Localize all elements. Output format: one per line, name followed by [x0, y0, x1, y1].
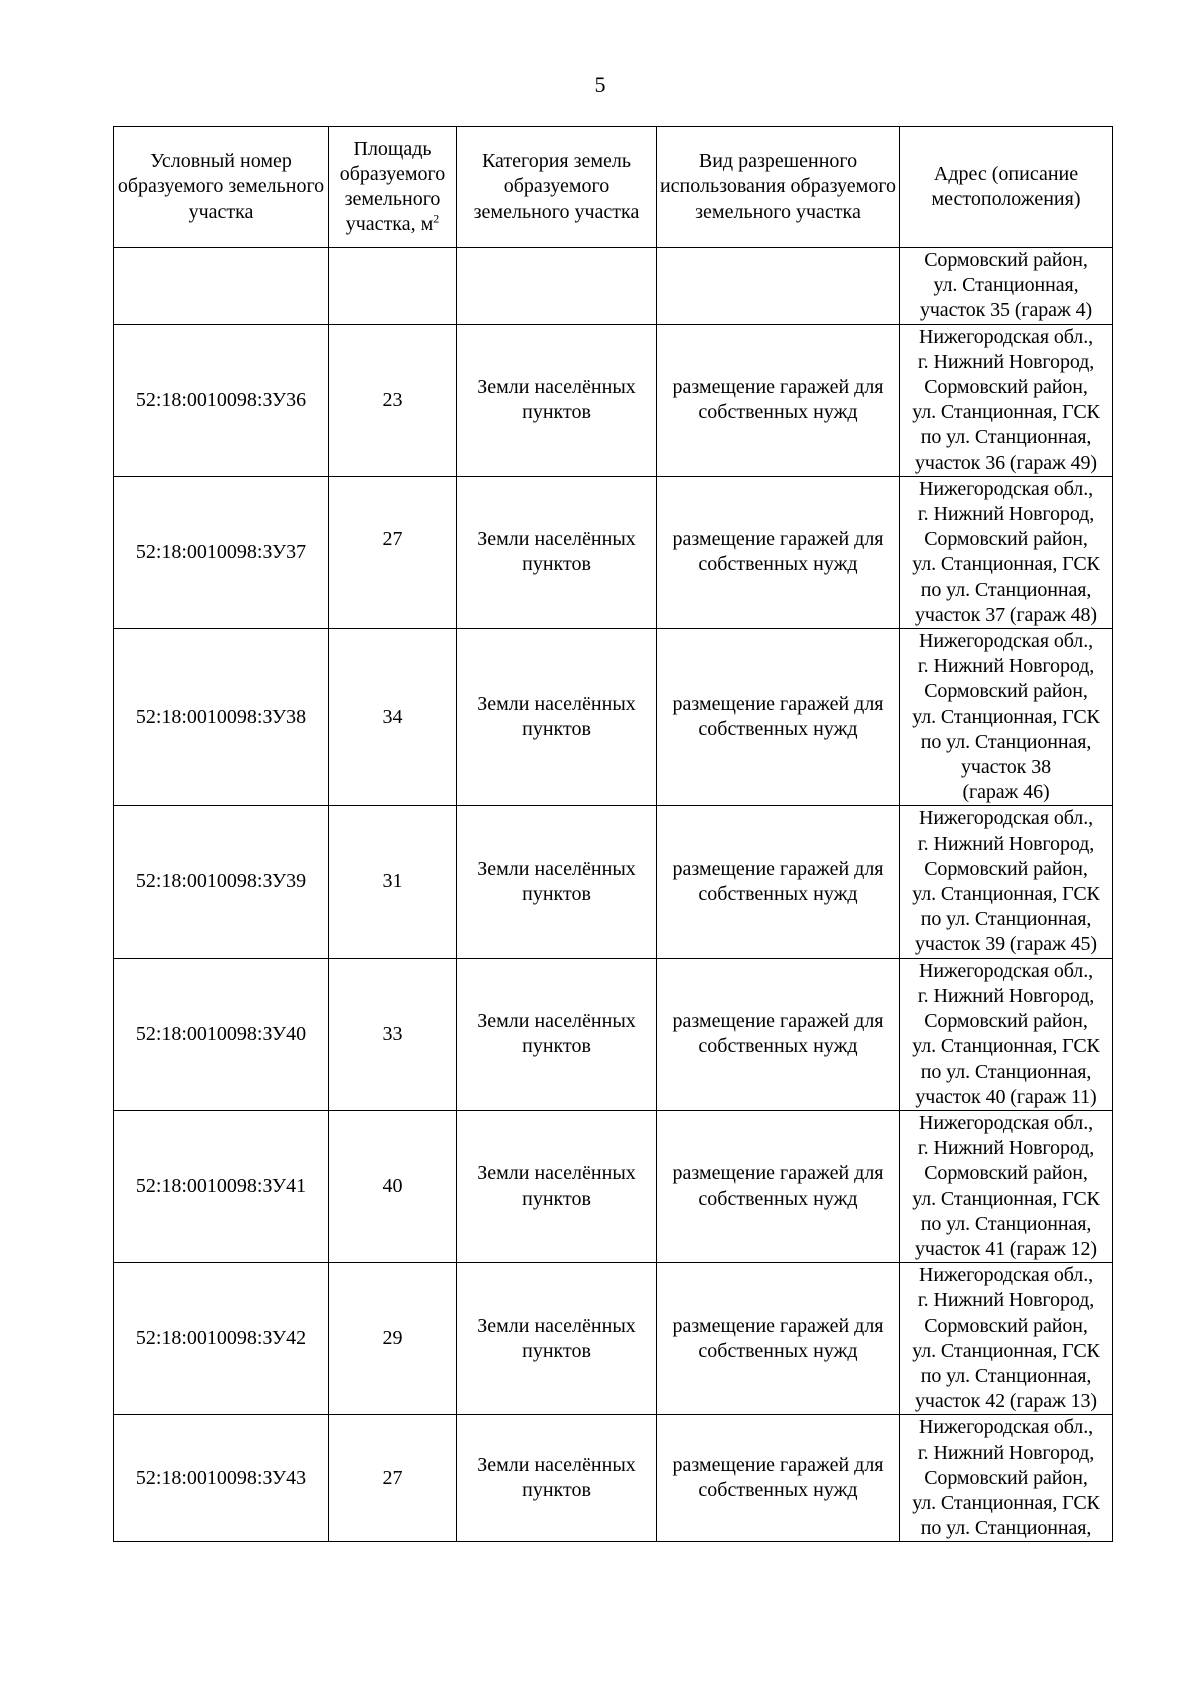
address-line: ул. Станционная, ГСК — [912, 401, 1100, 424]
page-number: 5 — [594, 72, 606, 97]
land-category-cell: Земли населённых пунктов — [457, 1110, 657, 1262]
land-category-cell — [457, 248, 657, 325]
address-line: Нижегородская обл., — [918, 1111, 1093, 1134]
permitted-use-cell: размещение гаражей для собственных нужд — [657, 629, 900, 806]
address-line: участок 37 (гараж 48) — [914, 603, 1097, 626]
header-area-unit-exponent: 2 — [433, 211, 440, 226]
permitted-use-cell: размещение гаражей для собственных нужд — [657, 1263, 900, 1415]
table-header-row — [114, 127, 1113, 248]
table-row — [114, 1263, 1113, 1415]
address-cell — [900, 1415, 1113, 1542]
permitted-use-cell — [657, 248, 900, 325]
address-line: ул. Станционная, ГСК — [912, 705, 1100, 728]
permitted-use-cell: размещение гаражей для собственных нужд — [657, 1110, 900, 1262]
header-permitted-use: Вид разрешенного использования образуемого земельного участка — [657, 127, 900, 248]
address-line: г. Нижний Новгород, — [917, 984, 1095, 1007]
address-line: по ул. Станционная, — [920, 1517, 1092, 1540]
address-line: Сормовский район, — [924, 528, 1088, 551]
permitted-use-cell: размещение гаражей для собственных нужд — [657, 324, 900, 476]
address-cell — [900, 476, 1113, 628]
header-address: Адрес (описание местоположения) — [900, 127, 1113, 248]
table-row — [114, 1415, 1113, 1542]
address-line: Сормовский район, — [924, 680, 1088, 703]
address-line: Нижегородская обл., — [918, 325, 1093, 348]
address-cell — [900, 248, 1113, 325]
address-line: ул. Станционная, ГСК — [912, 1187, 1100, 1210]
plot-id-cell: 52:18:0010098:ЗУ43 — [114, 1415, 329, 1542]
address-line: ул. Станционная, ГСК — [912, 1339, 1100, 1362]
header-land-category: Категория земель образуемого земельного участка — [457, 127, 657, 248]
address-cell — [900, 1263, 1113, 1415]
address-line: по ул. Станционная, — [920, 730, 1092, 753]
land-category-cell: Земли населённых пунктов — [457, 476, 657, 628]
area-cell: 29 — [329, 1263, 457, 1415]
table-row — [114, 324, 1113, 476]
land-category-cell: Земли населённых пунктов — [457, 324, 657, 476]
address-line: ул. Станционная, ГСК — [912, 553, 1100, 576]
address-cell — [900, 958, 1113, 1110]
address-line: по ул. Станционная, — [920, 1364, 1092, 1387]
address-line: участок 42 (гараж 13) — [914, 1390, 1097, 1413]
address-line: ул. Станционная, ГСК — [912, 883, 1100, 906]
address-line: по ул. Станционная, — [920, 426, 1092, 449]
address-cell — [900, 1110, 1113, 1262]
address-line: ул. Станционная, ГСК — [912, 1491, 1100, 1514]
land-category-cell: Земли населённых пунктов — [457, 1415, 657, 1542]
table-row — [114, 1110, 1113, 1262]
address-line: Сормовский район, — [924, 857, 1088, 880]
plot-id-cell: 52:18:0010098:ЗУ42 — [114, 1263, 329, 1415]
address-line: участок 40 (гараж 11) — [915, 1085, 1097, 1108]
address-line: Сормовский район, — [924, 1162, 1088, 1185]
address-line: (гараж 46) — [962, 781, 1050, 804]
land-category-cell: Земли населённых пунктов — [457, 1263, 657, 1415]
table-row — [114, 629, 1113, 806]
address-line: Сормовский район, — [924, 249, 1088, 271]
address-line: Нижегородская обл., — [918, 1264, 1093, 1287]
address-line: Нижегородская обл., — [918, 1416, 1093, 1439]
address-cell — [900, 629, 1113, 806]
address-line: Нижегородская обл., — [918, 807, 1093, 830]
land-category-cell: Земли населённых пунктов — [457, 806, 657, 958]
address-line: г. Нижний Новгород, — [917, 503, 1095, 526]
area-cell: 33 — [329, 958, 457, 1110]
permitted-use-cell: размещение гаражей для собственных нужд — [657, 1415, 900, 1542]
address-line: г. Нижний Новгород, — [917, 1137, 1095, 1160]
address-line: по ул. Станционная, — [920, 1060, 1092, 1083]
table-row — [114, 476, 1113, 628]
area-cell: 27 — [329, 1415, 457, 1542]
address-cell — [900, 806, 1113, 958]
address-line: Нижегородская обл., — [918, 959, 1093, 982]
address-line: ул. Станционная, — [933, 274, 1079, 297]
permitted-use-cell: размещение гаражей для собственных нужд — [657, 806, 900, 958]
area-cell: 40 — [329, 1110, 457, 1262]
land-plots-table — [113, 126, 1113, 1542]
address-line: участок 36 (гараж 49) — [914, 451, 1097, 474]
address-line: Нижегородская обл., — [918, 477, 1093, 500]
permitted-use-cell: размещение гаражей для собственных нужд — [657, 476, 900, 628]
plot-id-cell — [114, 248, 329, 325]
address-line: Сормовский район, — [924, 1010, 1088, 1033]
address-line: г. Нижний Новгород, — [917, 832, 1095, 855]
land-category-cell: Земли населённых пунктов — [457, 958, 657, 1110]
address-line: г. Нижний Новгород, — [917, 350, 1095, 373]
table-row — [114, 958, 1113, 1110]
address-line: по ул. Станционная, — [920, 1212, 1092, 1235]
address-line: Сормовский район, — [924, 1314, 1088, 1337]
area-cell: 23 — [329, 324, 457, 476]
address-line: по ул. Станционная, — [920, 908, 1092, 931]
address-line: участок 35 (гараж 4) — [919, 299, 1093, 322]
address-line: ул. Станционная, ГСК — [912, 1035, 1100, 1058]
address-line: Нижегородская обл., — [918, 630, 1093, 653]
plot-id-cell: 52:18:0010098:ЗУ40 — [114, 958, 329, 1110]
land-category-cell: Земли населённых пунктов — [457, 629, 657, 806]
area-cell: 31 — [329, 806, 457, 958]
plot-id-cell: 52:18:0010098:ЗУ41 — [114, 1110, 329, 1262]
address-line: по ул. Станционная, — [920, 578, 1092, 601]
address-line: Сормовский район, — [924, 376, 1088, 399]
plot-id-cell: 52:18:0010098:ЗУ39 — [114, 806, 329, 958]
address-line: участок 38 — [960, 756, 1051, 779]
address-line: Сормовский район, — [924, 1466, 1088, 1489]
area-cell: 34 — [329, 629, 457, 806]
header-area-text: Площадь образуемого земельного участка, м — [339, 137, 446, 236]
address-line: г. Нижний Новгород, — [917, 1441, 1095, 1464]
table-body — [114, 248, 1113, 1542]
area-cell: 27 — [329, 476, 457, 628]
header-plot-id: Условный номер образуемого земельного участка — [114, 127, 329, 248]
address-line: участок 39 (гараж 45) — [914, 933, 1097, 956]
address-line: участок 41 (гараж 12) — [914, 1237, 1097, 1260]
address-line: г. Нижний Новгород, — [917, 655, 1095, 678]
plot-id-cell: 52:18:0010098:ЗУ38 — [114, 629, 329, 806]
address-line: г. Нижний Новгород, — [917, 1289, 1095, 1312]
area-cell — [329, 248, 457, 325]
plot-id-cell: 52:18:0010098:ЗУ37 — [114, 476, 329, 628]
header-area — [329, 127, 457, 248]
permitted-use-cell: размещение гаражей для собственных нужд — [657, 958, 900, 1110]
table-row — [114, 248, 1113, 325]
table-row — [114, 806, 1113, 958]
address-cell — [900, 324, 1113, 476]
plot-id-cell: 52:18:0010098:ЗУ36 — [114, 324, 329, 476]
